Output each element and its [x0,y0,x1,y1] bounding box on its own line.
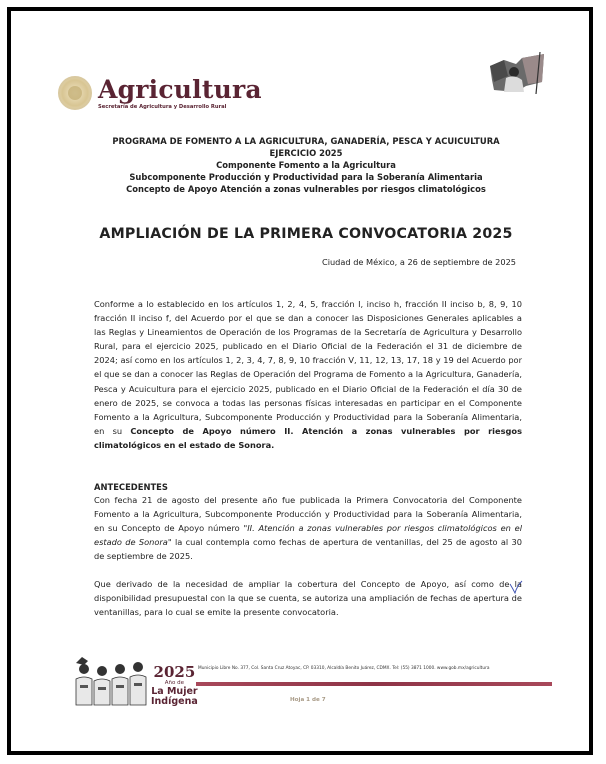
footer-mujer: La Mujer [151,686,198,697]
antecedentes-text: Con fecha 21 de agosto del presente año fue publicada la Primera Convocatoria del Componente Fomento a la Agricultura, Subcomponente Producción y Productividad para la Soberanía Alimentaria, en su Concepto de Apoyo número " [94,495,522,534]
footer-divider [196,682,552,686]
heroine-flag-icon [486,52,548,94]
intro-end: . [271,439,275,450]
antecedentes-italic: II. Atención a zonas vulnerables por riesgos climatológicos en el estado de Sonora [94,523,523,548]
year-of-indigenous-woman-logo [151,665,198,707]
footer-address: Municipio Libre No. 377, Col. Santa Cruz Atoyac, CP. 03310, Alcaldía Benito Juárez, CDMX. Tel: (55) 3871 1000. www.gob.mx/agricultura [198,666,490,671]
program-name: PROGRAMA DE FOMENTO A LA AGRICULTURA, GANADERÍA, PESCA Y ACUICULTURA [112,136,500,146]
intro-paragraph [94,297,522,452]
national-seal-icon [58,76,92,110]
footer-year: 2025 [153,663,196,681]
date-line: Ciudad de México, a 26 de septiembre de 2025 [322,257,516,267]
program-headings [96,135,516,195]
document-title: AMPLIACIÓN DE LA PRIMERA CONVOCATORIA 2025 [99,226,513,242]
concept-name: Concepto de Apoyo Atención a zonas vulnerables por riesgos climatológicos [126,184,486,194]
subcomponent-name: Subcomponente Producción y Productividad para la Soberanía Alimentaria [129,172,483,182]
logo-title: Agricultura [98,74,262,104]
page-number: Hoja 1 de 7 [290,697,326,703]
intro-bold-text: Concepto de Apoyo número II. Atención a zonas vulnerables por riesgos climatológicos en el estado de Sonora [94,425,523,450]
intro-text: Conforme a lo establecido en los artículos 1, 2, 4, 5, fracción I, inciso h, fracción II inciso b, 8, 9, 10 fracción II inciso f, del Acuerdo por el que se dan a conocer las Disposiciones Generales aplicables a las Reglas y Lineamientos de Operación de los Programas de la Secretaría de Agricultura y Desarrollo Rural, para el ejercicio 2025, publicado en el Diario Oficial de la Federación el 31 de diciembre de 2024; así como en los artículos 1, 2, 3, 4, 7, 8, 9, 10 fracción V, 11, 12, 13, 17, 18 y 19 del Acuerdo por el que se dan a conocer las Reglas de Operación del Programa de Fomento a la Agricultura, Ganadería, Pesca y Acuicultura para el ejercicio 2025, publicado en el Diario Oficial de la Federación el día 30 de enero de 2025, se convoca a todas las personas físicas interesadas en participar en el Componente Fomento a la Agricultura, Subcomponente Producción y Productividad para la Soberanía Alimentaria, en su [94,299,522,436]
footer-year-label: Año de [164,680,185,686]
footer-indigena: Indígena [151,696,198,707]
component-name: Componente Fomento a la Agricultura [216,160,396,170]
agricultura-logo [58,76,262,110]
logo-subtitle: Secretaría de Agricultura y Desarrollo Rural [98,103,227,110]
antecedentes-paragraph [94,493,522,563]
antecedentes-heading: ANTECEDENTES [94,482,168,492]
exercise-year: EJERCICIO 2025 [269,148,343,158]
indigenous-women-illustration-icon [72,655,152,707]
antecedentes-end: " la cual contempla como fechas de apertura de ventanillas, del 25 de agosto al 30 de septiembre de 2025. [94,537,523,562]
handwritten-check-icon [509,580,523,594]
extension-paragraph: Que derivado de la necesidad de ampliar la cobertura del Concepto de Apoyo, así como de la disponibilidad presupuestal con la que se cuenta, se autoriza una ampliación de fechas de apertura de ventanillas, para lo cual se emite la presente convocatoria. [94,579,522,618]
